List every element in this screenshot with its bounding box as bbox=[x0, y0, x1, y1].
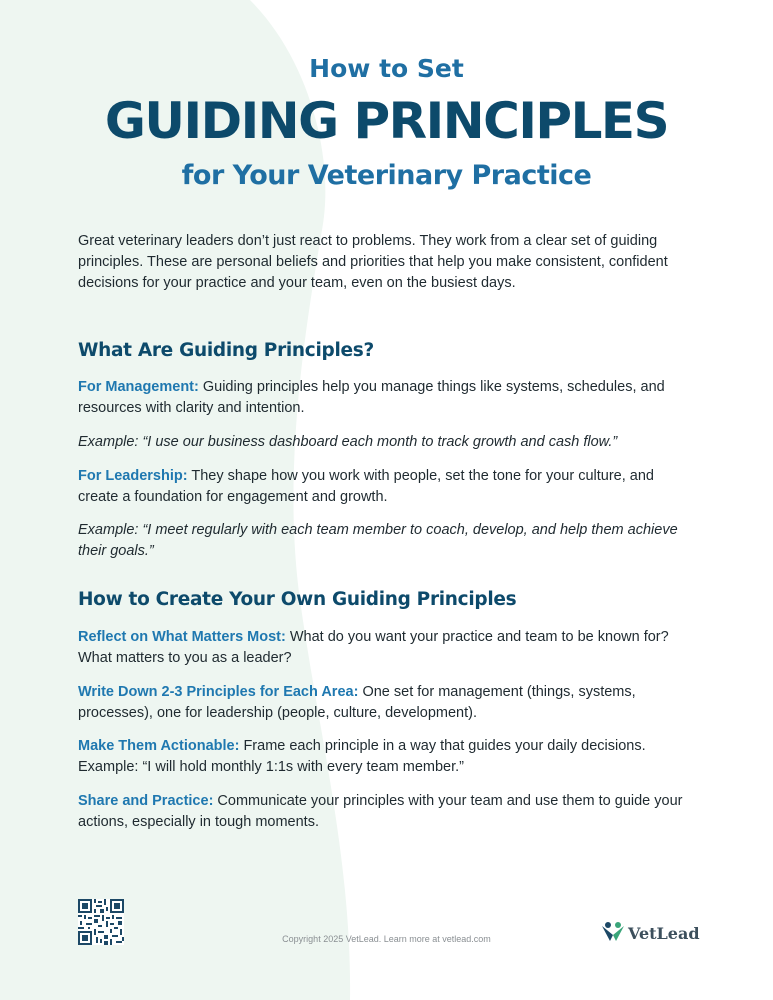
leadership-label: For Leadership: bbox=[78, 468, 188, 484]
step-label: Write Down 2-3 Principles for Each Area: bbox=[78, 684, 359, 700]
management-example: Example: “I use our business dashboard each month to track growth and cash flow.” bbox=[78, 434, 618, 450]
step-text: Frame each principle in a way that guides your daily decisions. Example: “I will hold monthly 1:1s with every team member.” bbox=[78, 738, 646, 775]
step-item bbox=[78, 791, 698, 833]
page-title: GUIDING PRINCIPLES bbox=[104, 92, 669, 150]
management-label: For Management: bbox=[78, 379, 199, 395]
leadership-paragraph bbox=[78, 466, 698, 508]
title-subtitle: for Your Veterinary Practice bbox=[181, 160, 592, 191]
step-label: Share and Practice: bbox=[78, 793, 214, 809]
leadership-text: They shape how you work with people, set the tone for your culture, and create a foundation for engagement and growth. bbox=[78, 468, 654, 505]
leadership-example: Example: “I meet regularly with each team member to coach, develop, and help them achieve their goals.” bbox=[78, 522, 678, 559]
vetlead-logo[interactable] bbox=[601, 921, 700, 945]
step-text: Communicate your principles with your team and use them to guide your actions, especially in tough moments. bbox=[78, 793, 683, 830]
intro-paragraph: Great veterinary leaders don’t just react to problems. They work from a clear set of guiding principles. These are personal beliefs and priorities that help you make consistent, confident decisions for your practice and your team, even on the busiest days. bbox=[78, 233, 668, 291]
copyright-text: Copyright 2025 VetLead. Learn more at vetlead.com bbox=[282, 934, 491, 944]
step-label: Reflect on What Matters Most: bbox=[78, 629, 286, 645]
step-text: One set for management (things, systems, processes), one for leadership (people, culture, development). bbox=[78, 684, 636, 721]
section-heading-how: How to Create Your Own Guiding Principles bbox=[78, 589, 517, 610]
step-item bbox=[78, 682, 698, 724]
step-item bbox=[78, 627, 698, 669]
logo-text: VetLead bbox=[628, 923, 700, 943]
title-top: How to Set bbox=[309, 54, 464, 83]
section-heading-what: What Are Guiding Principles? bbox=[78, 340, 374, 361]
management-text: Guiding principles help you manage things like systems, schedules, and resources with clarity and intention. bbox=[78, 379, 665, 416]
step-text: What do you want your practice and team to be known for? What matters to you as a leader? bbox=[78, 629, 669, 666]
vetlead-logo-icon bbox=[601, 921, 625, 945]
management-paragraph bbox=[78, 377, 698, 419]
step-item bbox=[78, 736, 698, 778]
step-label: Make Them Actionable: bbox=[78, 738, 240, 754]
